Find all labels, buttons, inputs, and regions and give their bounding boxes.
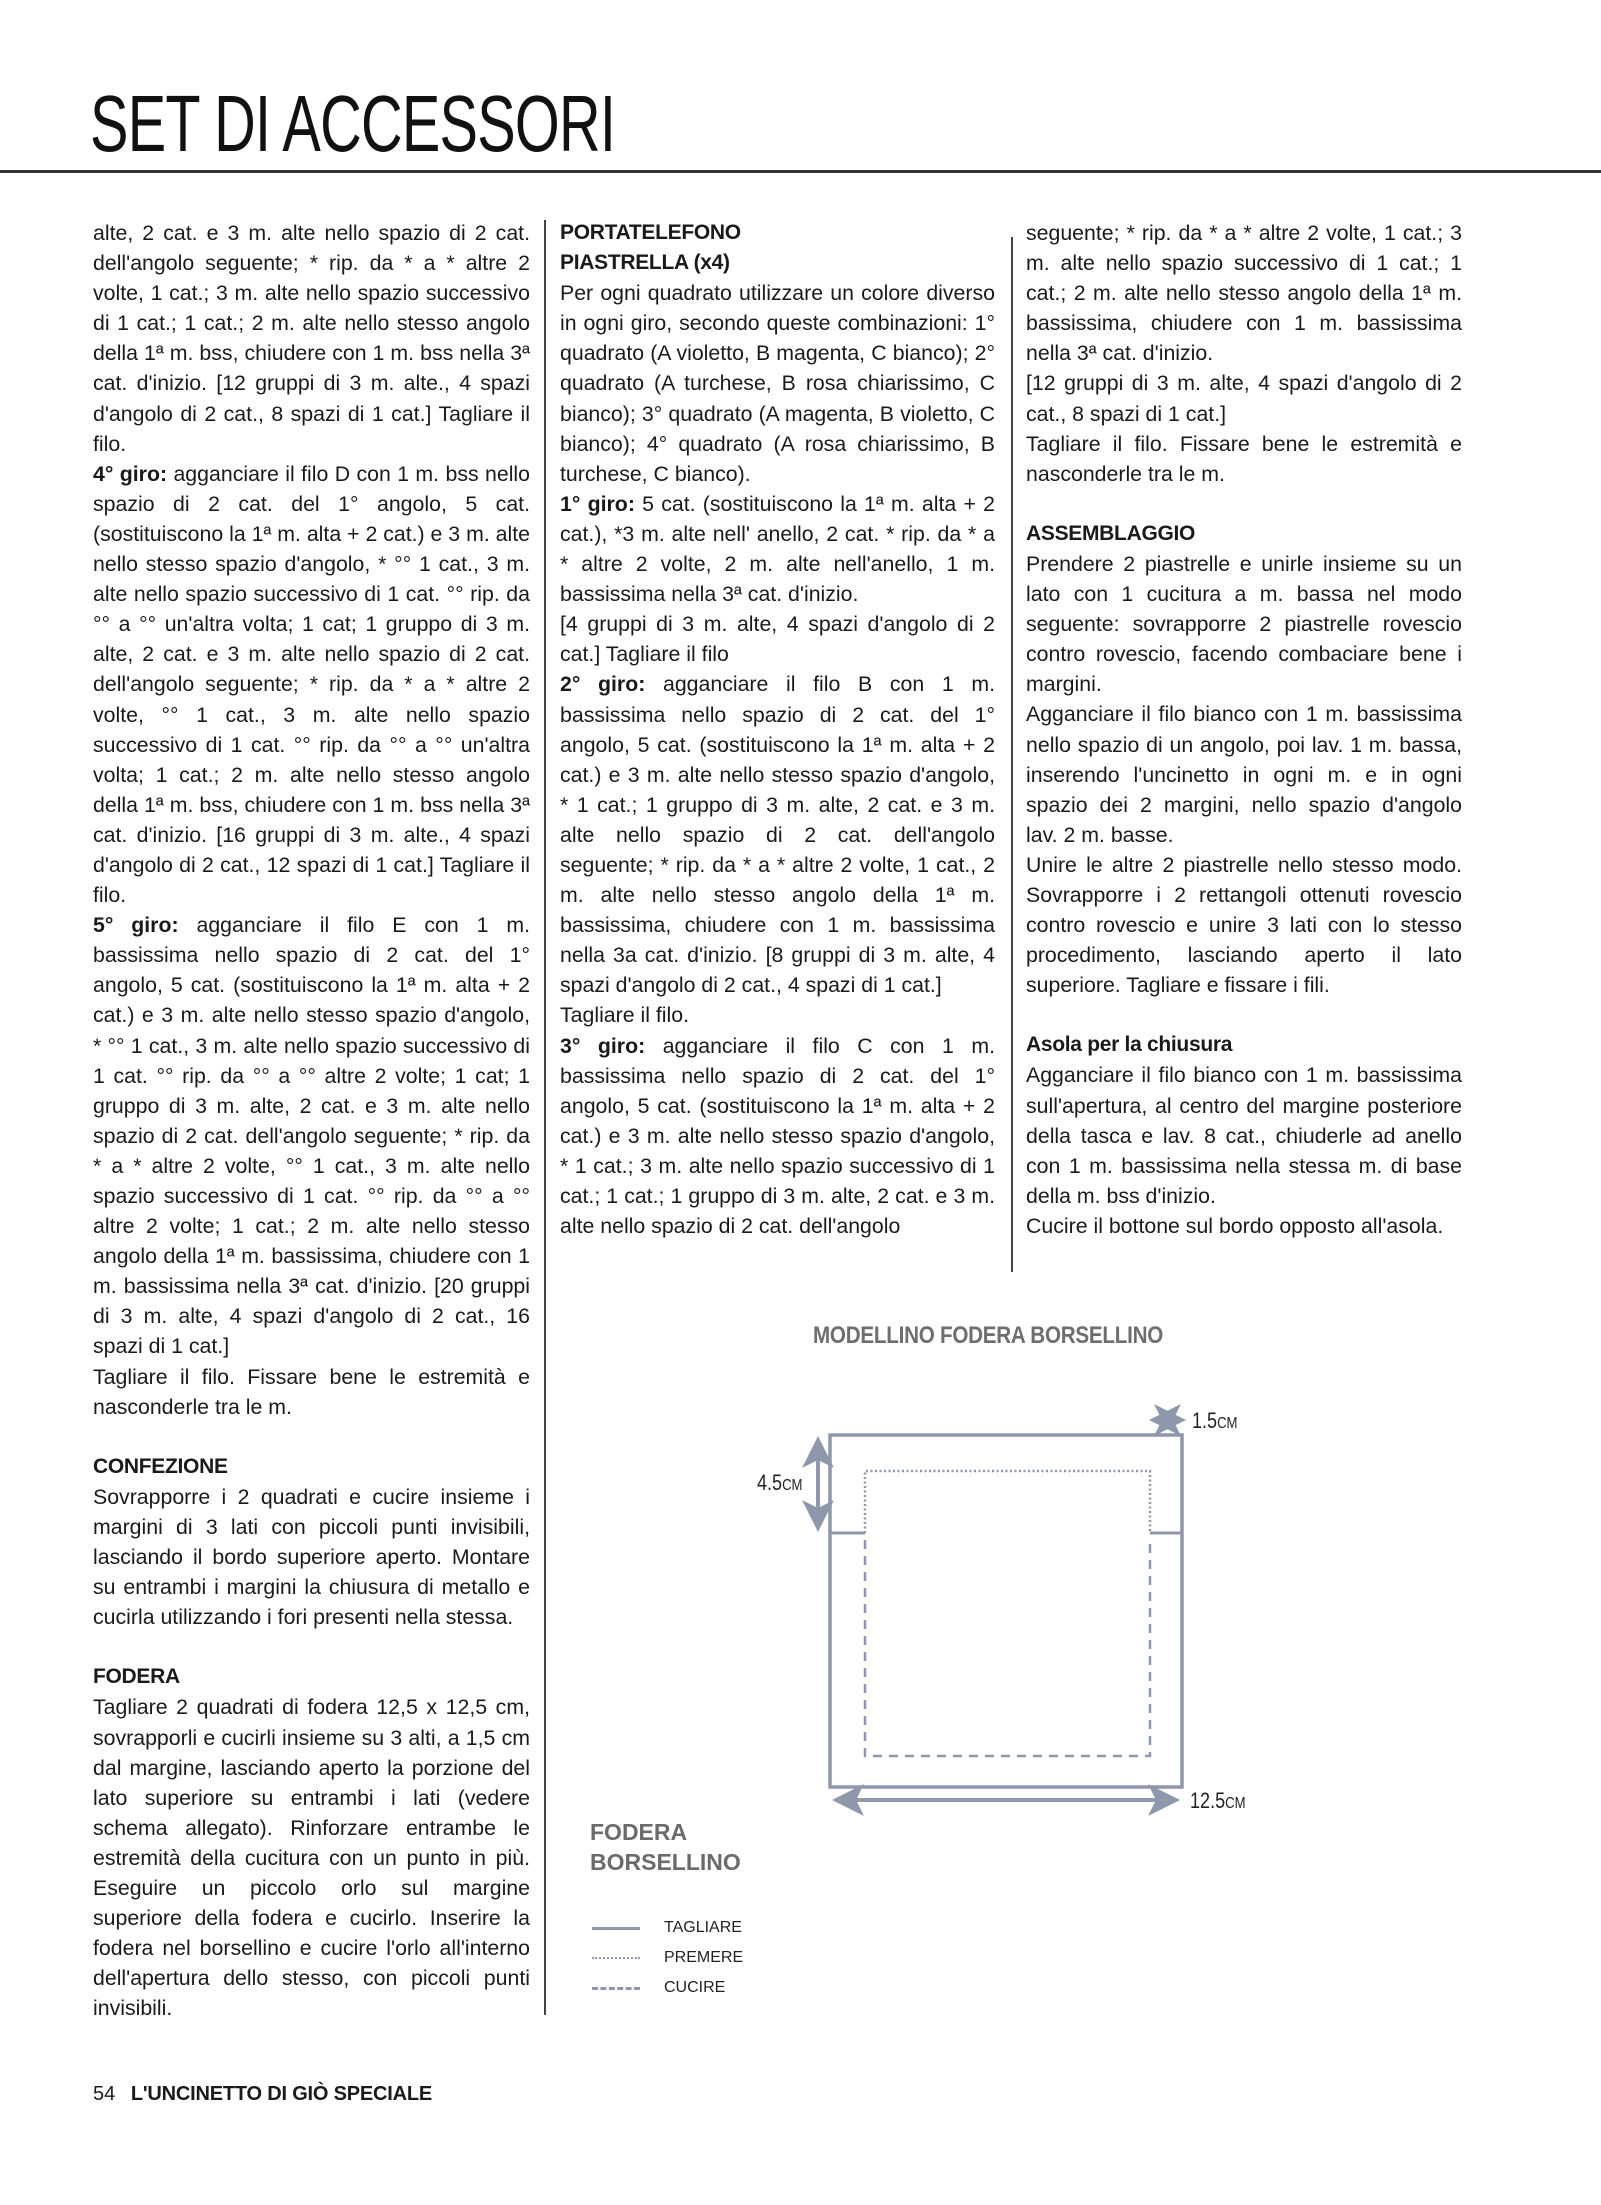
publication-name: L'UNCINETTO DI GIÒ SPECIALE — [130, 2083, 433, 2105]
legend-item-cut — [592, 1918, 742, 1938]
page-number: 54 — [93, 2083, 116, 2105]
dim-label-opening — [757, 1470, 802, 1496]
page-title: SET DI ACCESSORI — [90, 79, 616, 168]
paragraph: Tagliare il filo. Fissare bene le estremità e nasconderle tra le m. — [1026, 431, 1462, 486]
cut-outline — [830, 1435, 1182, 1787]
press-line — [865, 1471, 1150, 1533]
paragraph: Tagliare il filo. — [560, 1003, 690, 1028]
legend-item-sew — [592, 1978, 725, 1998]
section-subheading-piastrella: PIASTRELLA (x4) — [560, 251, 730, 275]
diagram-caption — [590, 1817, 741, 1877]
paragraph: [4 gruppi di 3 m. alte, 4 spazi d'angolo di 2 cat.] Tagliare il filo — [560, 612, 995, 667]
dim-value: 1.5 — [1192, 1408, 1218, 1433]
paragraph: seguente; * rip. da * a * altre 2 volte, 1 cat.; 3 m. alte nello spazio successivo di 1 cat.; 1 cat.; 2 m. alte nello stesso angolo della 1ª m. bassissima, chiudere con 1 m. bassissima nella 3ª cat. d'inizio. — [1026, 221, 1462, 366]
column-1 — [93, 218, 530, 2023]
dim-value: 12.5 — [1190, 1788, 1226, 1813]
paragraph-round-4 — [93, 459, 530, 910]
paragraph: Cucire il bottone sul bordo opposto all'asola. — [1026, 1213, 1444, 1238]
dim-label-margin — [1192, 1408, 1237, 1434]
round-text: agganciare il filo D con 1 m. bss nello spazio di 2 cat. del 1° angolo, 5 cat. (sostituiscono la 1ª m. alta + 2 cat.) e 3 m. alte nello stesso spazio d'angolo, * °° 1 cat., 3 m. alte nello spazio successivo di 1 cat. °° rip. da °° a °° un'altra volta; 1 cat; 1 gruppo di 3 m. alte, 2 cat. e 3 m. alte nello spazio di 2 cat. dell'angolo seguente; * rip. da * a * altre 2 volte, °° 1 cat., 3 m. alte nello spazio successivo di 1 cat. °° rip. da °° a °° un'altra volta; 1 cat.; 2 m. alte nello stesso angolo della 1ª m. bss, chiudere con 1 m. bss nella 3ª cat. d'inizio. [16 gruppi di 3 m. alte., 4 spazi d'angolo di 2 cat., 12 spazi di 1 cat.] Tagliare il filo. — [93, 461, 531, 908]
legend-label: PREMERE — [664, 1949, 744, 1966]
page-footer — [93, 2083, 432, 2106]
dotted-line-swatch — [592, 1957, 640, 1959]
paragraph: Tagliare 2 quadrati di fodera 12,5 x 12,5 cm, sovrapporli e cucirli insieme su 3 alti, a 1,5 cm dal margine, lasciando aperto la porzione del lato superiore su entrambi i lati (vedere schema allegato). Rinforzare entrambe le estremità della cucitura con un punto in più. Eseguire un piccolo orlo sul margine superiore della fodera e cucirlo. Inserire la fodera nel borsellino e cucire l'orlo all'interno dell'apertura dello stesso, con piccoli punti invisibili. — [93, 1695, 530, 2021]
paragraph: Per ogni quadrato utilizzare un colore diverso in ogni giro, secondo queste combinazioni: 1° quadrato (A violetto, B magenta, C bianco); 2° quadrato (A turchese, B rosa chiarissimo, C bianco); 3° quadrato (A magenta, B violetto, C bianco); 4° quadrato (A rosa chiarissimo, B turchese, C bianco). — [560, 281, 995, 486]
paragraph-round-1 — [560, 489, 995, 609]
round-label: 1° giro: — [560, 491, 635, 516]
paragraph: Agganciare il filo bianco con 1 m. bassissima nello spazio di un angolo, poi lav. 1 m. bassa, inserendo l'uncinetto in ogni m. e in ogni spazio dei 2 margini, nello spazio d'angolo lav. 2 m. basse. — [1026, 702, 1462, 847]
round-text: agganciare il filo B con 1 m. bassissima nello spazio di 2 cat. del 1° angolo, 5 cat. (sostituiscono la 1ª m. alta + 2 cat.) e 3 m. alte nello stesso spazio d'angolo, * 1 cat.; 1 gruppo di 3 m. alte, 2 cat. e 3 m. alte nello spazio di 2 cat. dell'angolo seguente; * rip. da * a * altre 2 volte, 1 cat., 2 m. alte nello stesso angolo della 1ª m. bassissima, chiudere con 1 m. bassissima nella 3a cat. d'inizio. [8 gruppi di 3 m. alte, 4 spazi d'angolo di 2 cat., 4 spazi di 1 cat.] — [560, 672, 995, 998]
round-label: 3° giro: — [560, 1033, 646, 1058]
paragraph: alte, 2 cat. e 3 m. alte nello spazio di 2 cat. dell'angolo seguente; * rip. da * a * altre 2 volte, 1 cat.; 3 m. alte nello spazio successivo di 1 cat.; 1 cat.; 2 m. alte nello stesso angolo della 1ª m. bss, chiudere con 1 m. bss nella 3ª cat. d'inizio. [12 gruppi di 3 m. alte., 4 spazi d'angolo di 2 cat., 8 spazi di 1 cat.] Tagliare il filo. — [93, 221, 530, 456]
legend-item-press — [592, 1948, 743, 1968]
paragraph-round-2 — [560, 669, 995, 1000]
paragraph-round-5 — [93, 910, 530, 1361]
title-rule — [0, 170, 1601, 173]
legend-label: TAGLIARE — [664, 1919, 742, 1936]
round-text: 5 cat. (sostituiscono la 1ª m. alta + 2 cat.), *3 m. alte nell' anello, 2 cat. * rip. da * a * altre 2 volte, 2 m. alte nell'anello, 1 m. bassissima nella 3ª cat. d'inizio. — [560, 491, 995, 607]
paragraph: Unire le altre 2 piastrelle nello stesso modo. Sovrapporre i 2 rettangoli ottenuti rovescio contro rovescio e unire 3 lati con lo stesso procedimento, lasciando aperto il lato superiore. Tagliare e fissare i fili. — [1026, 852, 1462, 998]
section-heading-assemblaggio: ASSEMBLAGGIO — [1026, 521, 1196, 545]
paragraph: Tagliare il filo. Fissare bene le estremità e nasconderle tra le m. — [93, 1364, 530, 1419]
section-heading-fodera: FODERA — [93, 1665, 180, 1689]
section-heading-asola: Asola per la chiusura — [1026, 1033, 1233, 1057]
round-label: 5° giro: — [93, 913, 179, 938]
round-label: 2° giro: — [560, 672, 646, 697]
round-text: agganciare il filo E con 1 m. bassissima nello spazio di 2 cat. del 1° angolo, 5 cat. (sostituiscono la 1ª m. alta + 2 cat.) e 3 m. alte nello stesso spazio d'angolo, * °° 1 cat., 3 m. alte nello spazio successivo di 1 cat. °° rip. da °° a °° altre 2 volte; 1 cat; 1 gruppo di 3 m. alte, 2 cat. e 3 m. alte nello spazio di 2 cat. dell'angolo seguente; * rip. da * a * altre 2 volte, °° 1 cat., 3 m. alte nello spazio successivo di 1 cat. °° rip. da °° a °° altre 2 volte; 1 cat.; 2 m. alte nello stesso angolo della 1ª m. bassissima, chiudere con 1 m. bassissima nella 3ª cat. d'inizio. [20 gruppi di 3 m. alte, 4 spazi d'angolo di 2 cat., 16 spazi di 1 cat.] — [93, 913, 530, 1359]
column-2 — [560, 218, 995, 1241]
round-text: agganciare il filo C con 1 m. bassissima nello spazio di 2 cat. del 1° angolo, 5 cat. (sostituiscono la 1ª m. alta + 2 cat.) e 3 m. alte nello stesso spazio d'angolo, * 1 cat.; 3 m. alte nello spazio successivo di 1 cat.; 1 cat.; 1 gruppo di 3 m. alte, 2 cat. e 3 m. alte nello spazio di 2 cat. dell'angolo — [560, 1033, 995, 1239]
caption-line: BORSELLINO — [590, 1849, 741, 1875]
paragraph: [12 gruppi di 3 m. alte, 4 spazi d'angolo di 2 cat., 8 spazi di 1 cat.] — [1026, 371, 1462, 426]
dim-unit: CM — [782, 1477, 803, 1494]
sew-line — [865, 1540, 1150, 1756]
column-divider-2 — [1011, 237, 1013, 1272]
paragraph-round-3 — [560, 1031, 995, 1242]
paragraph: Sovrapporre i 2 quadrati e cucire insieme i margini di 3 lati con piccoli punti invisibili, lasciando il bordo superiore aperto. Montare su entrambi i margini la chiusura di metallo e cucirla utilizzando i fori presenti nella stessa. — [93, 1484, 530, 1630]
dim-label-width — [1190, 1788, 1246, 1814]
paragraph: Agganciare il filo bianco con 1 m. bassissima sull'apertura, al centro del margine posteriore della tasca e lav. 8 cat., chiuderle ad anello con 1 m. bassissima nella stessa m. di base della m. bss d'inizio. — [1026, 1063, 1462, 1208]
diagram-title: MODELLINO FODERA BORSELLINO — [813, 1322, 1164, 1349]
caption-line: FODERA — [590, 1819, 688, 1845]
dim-unit: CM — [1225, 1795, 1246, 1812]
section-heading-portatelefono: PORTATELEFONO — [560, 221, 741, 244]
column-3 — [1026, 218, 1462, 1241]
dim-unit: CM — [1217, 1415, 1238, 1432]
round-label: 4° giro: — [93, 461, 168, 486]
solid-line-swatch — [592, 1927, 640, 1930]
section-heading-confezione: CONFEZIONE — [93, 1454, 228, 1478]
legend-label: CUCIRE — [664, 1979, 726, 1996]
dim-value: 4.5 — [757, 1470, 783, 1495]
column-divider-1 — [544, 220, 546, 2015]
dashed-line-swatch — [592, 1987, 640, 1990]
paragraph: Prendere 2 piastrelle e unirle insieme su un lato con 1 cucitura a m. bassa nel modo seguente: sovrapporre 2 piastrelle rovescio contro rovescio, facendo combaciare bene i margini. — [1026, 551, 1462, 697]
